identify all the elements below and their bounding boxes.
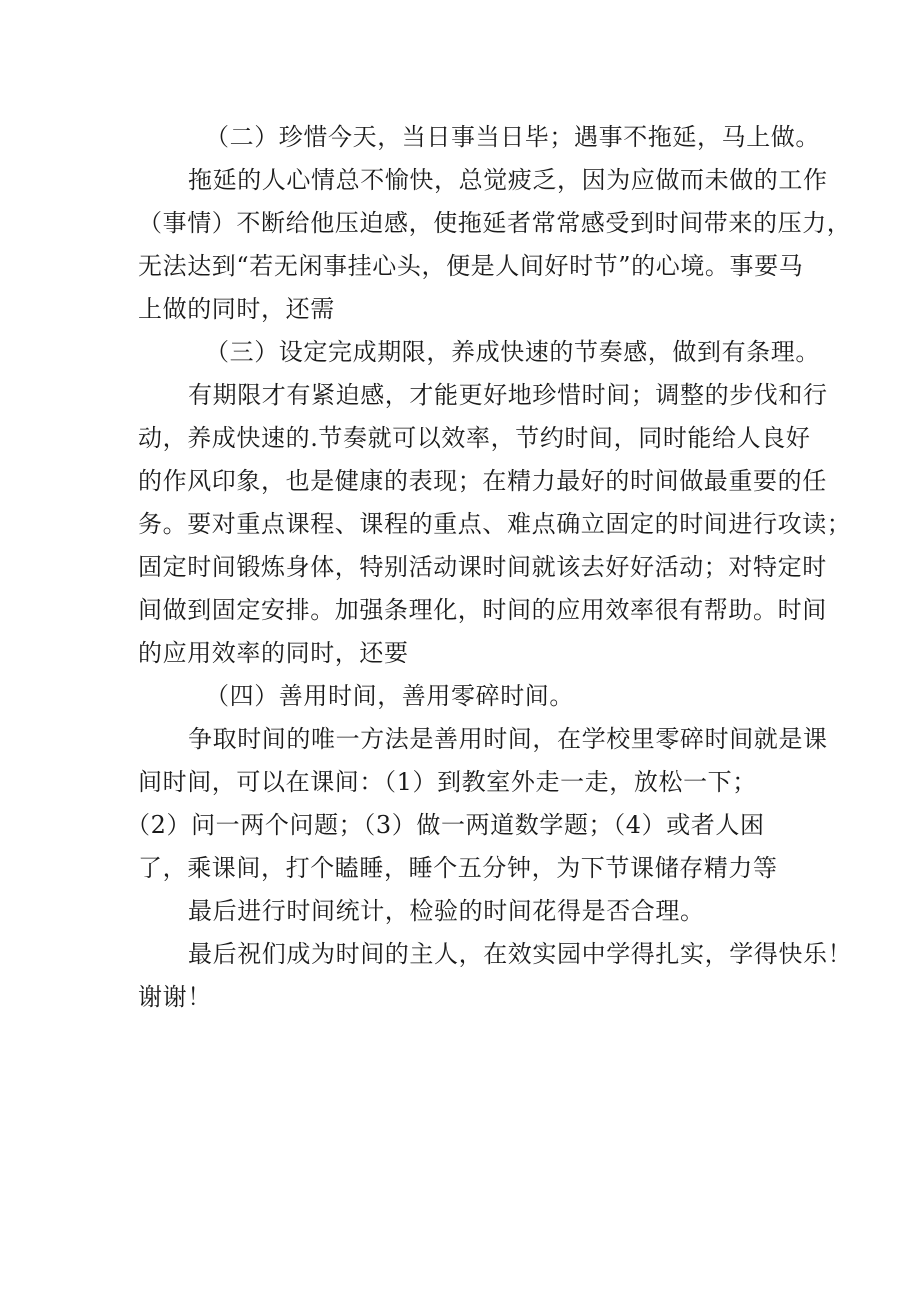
paragraph-line: 务。要对重点课程、课程的重点、难点确立固定的时间进行攻读； xyxy=(138,510,852,538)
heading-two: （二）珍惜今天，当日事当日毕；遇事不拖延，马上做。 xyxy=(205,123,820,151)
paragraph-line: 的作风印象，也是健康的表现；在精力最好的时间做最重要的任 xyxy=(138,467,827,495)
paragraph-line: （事情）不断给他压迫感，使拖延者常常感受到时间带来的压力， xyxy=(138,209,852,237)
paragraph-line: 无法达到“若无闲事挂心头，便是人间好时节”的心境。事要马 xyxy=(138,252,804,280)
paragraph-line: （2）问一两个问题；（3）做一两道数学题；（4）或者人困 xyxy=(126,811,765,839)
paragraph-line: 有期限才有紧迫感，才能更好地珍惜时间；调整的步伐和行 xyxy=(188,381,828,409)
paragraph-line: 间时间，可以在课间：（1）到教室外走一走，放松一下； xyxy=(138,768,757,796)
closing-thanks: 谢谢！ xyxy=(138,983,212,1011)
closing-line: 最后祝们成为时间的主人，在效实园中学得扎实，学得快乐！ xyxy=(188,940,853,968)
paragraph-line: 固定时间锻炼身体，特别活动课时间就该去好好活动；对特定时 xyxy=(138,553,827,581)
paragraph-line: 拖延的人心情总不愉快，总觉疲乏，因为应做而未做的工作 xyxy=(188,166,828,194)
paragraph-line: 了，乘课间，打个瞌睡，睡个五分钟，为下节课储存精力等 xyxy=(138,854,778,882)
paragraph-line: 动，养成快速的.节奏就可以效率，节约时间，同时能给人良好 xyxy=(138,424,811,452)
paragraph-line: 争取时间的唯一方法是善用时间，在学校里零碎时间就是课 xyxy=(188,725,828,753)
paragraph-line: 的应用效率的同时，还要 xyxy=(138,639,409,667)
heading-three: （三）设定完成期限，养成快速的节奏感，做到有条理。 xyxy=(205,338,820,366)
heading-four: （四）善用时间，善用零碎时间。 xyxy=(205,682,574,710)
paragraph-line: 上做的同时，还需 xyxy=(138,295,335,323)
paragraph-line: 间做到固定安排。加强条理化，时间的应用效率很有帮助。时间 xyxy=(138,596,827,624)
paragraph-line: 最后进行时间统计，检验的时间花得是否合理。 xyxy=(188,897,705,925)
